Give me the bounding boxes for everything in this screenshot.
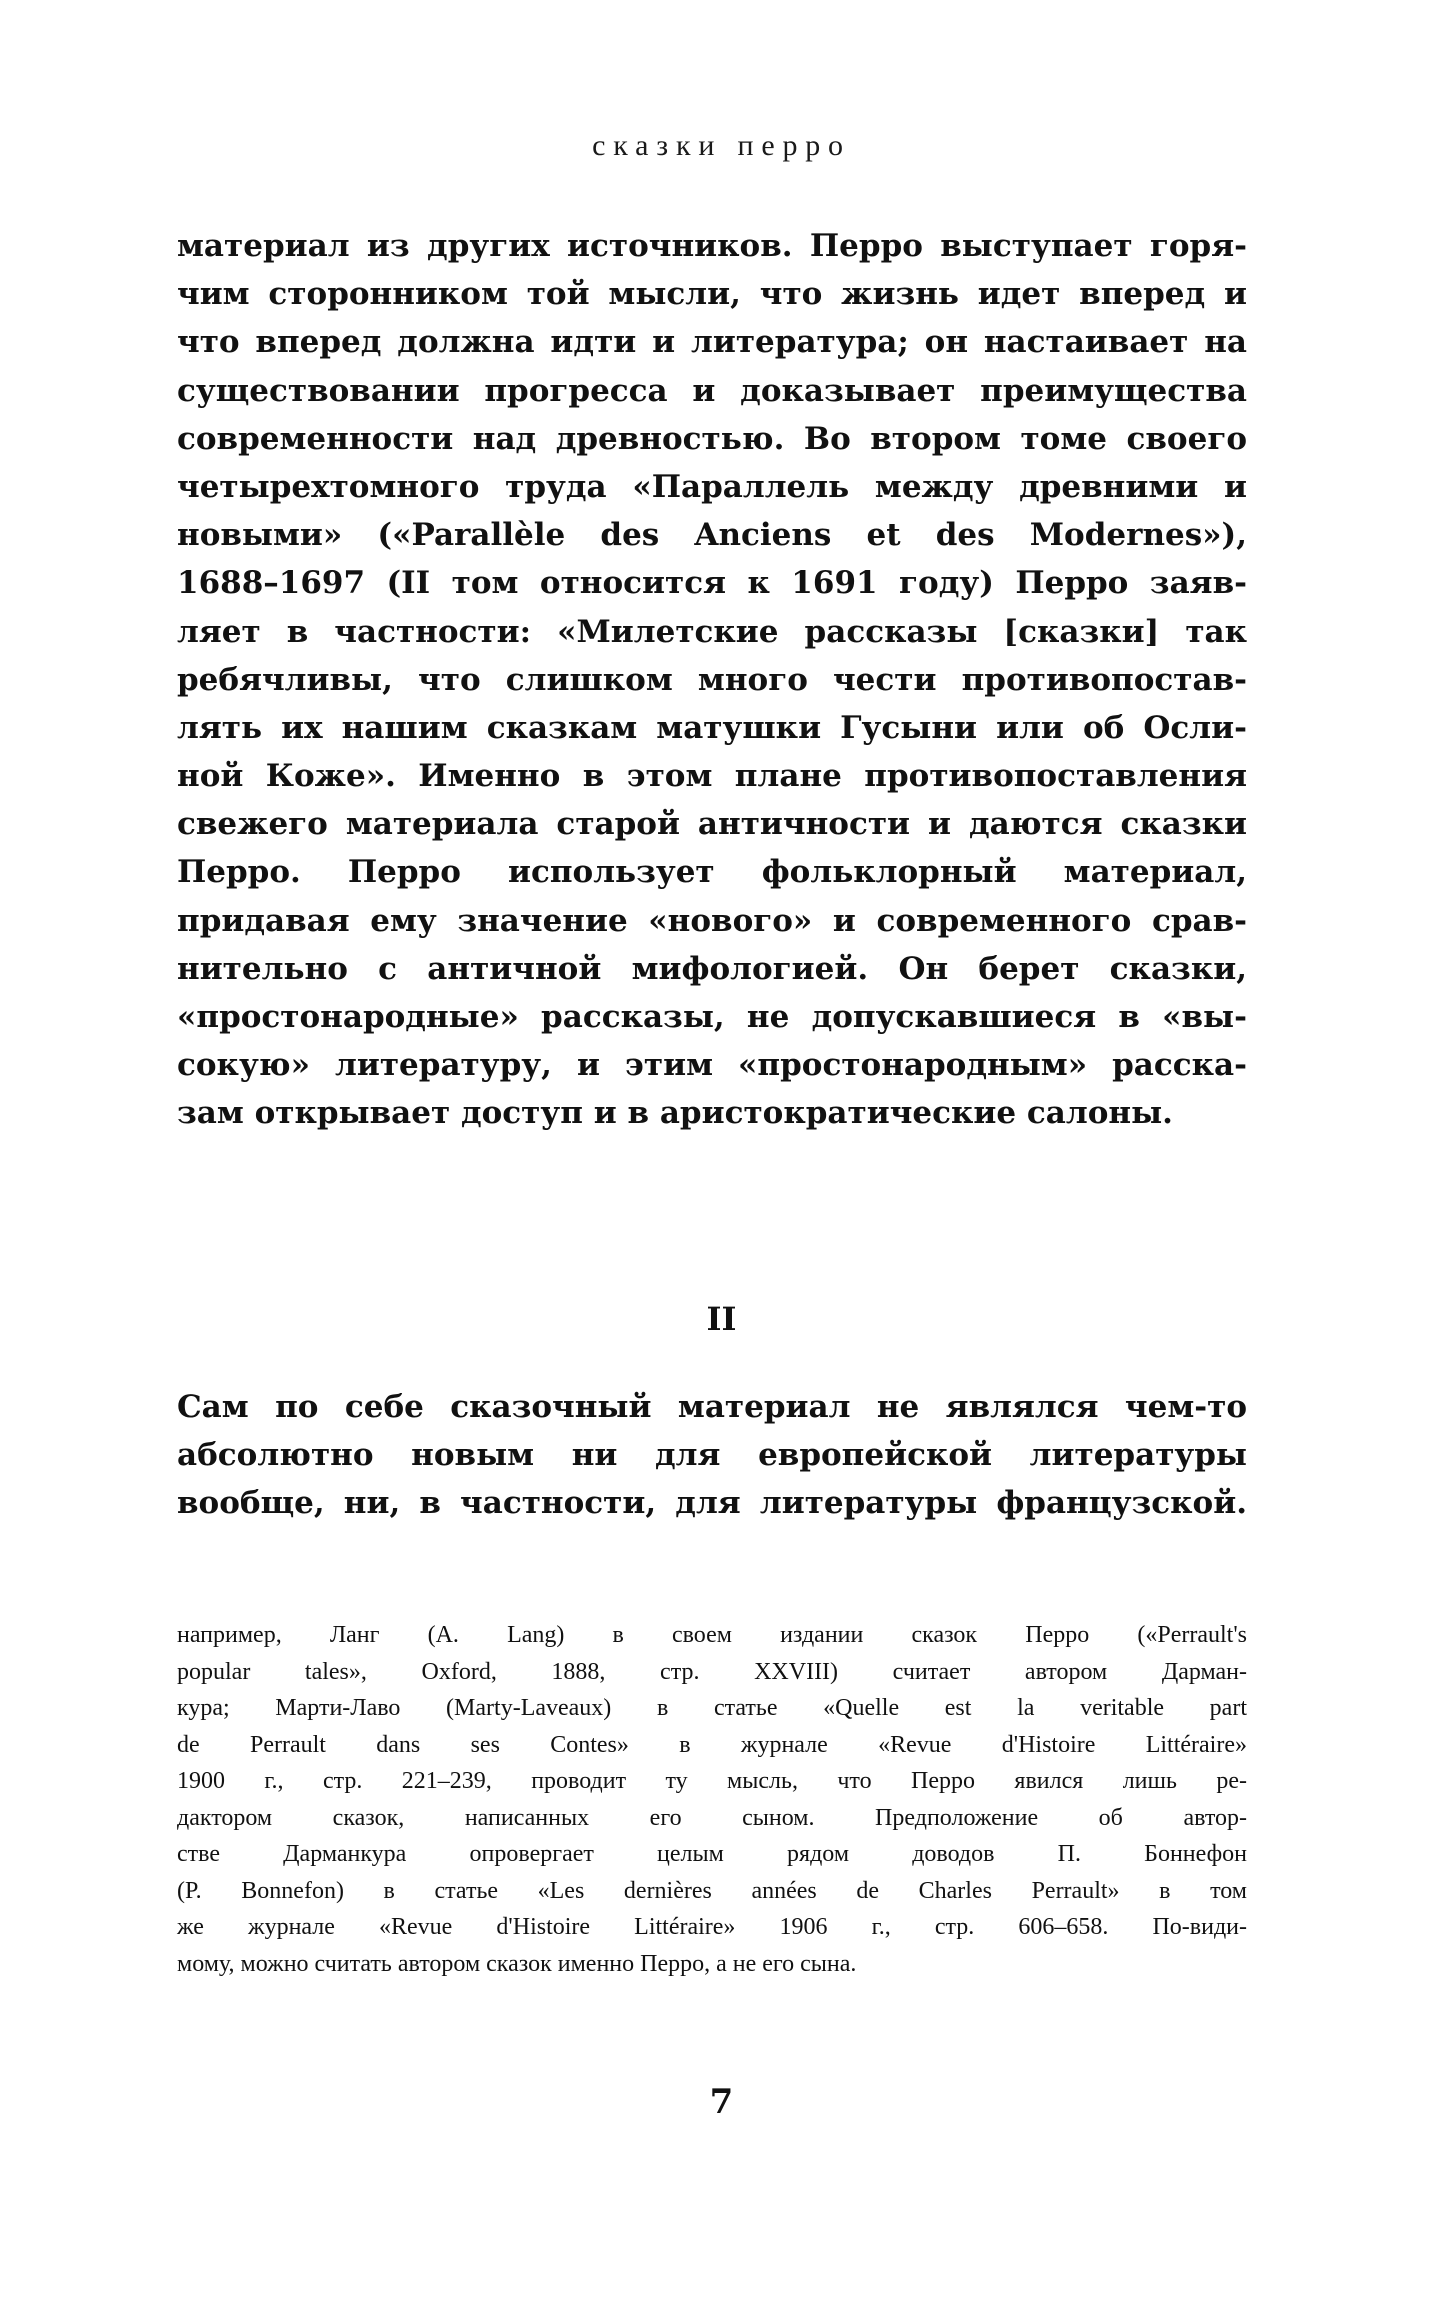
footnote-line: popular tales», Oxford, 1888, стр. XXVIII) считает автором Дарман- — [177, 1658, 1247, 1685]
text-line: Сам по себе сказочный материал не являлся чем-то — [177, 1389, 1247, 1425]
footnote-line: 1900 г., стр. 221–239, проводит ту мысль, что Перро явился лишь ре- — [177, 1768, 1247, 1794]
text-line: чим сторонником той мысли, что жизнь идет вперед и — [177, 276, 1247, 313]
text-line: придавая ему значение «нового» и современного срав- — [177, 902, 1247, 939]
footnote — [177, 1617, 1247, 1982]
text-line: Перро. Перро использует фольклорный материал, — [177, 854, 1247, 891]
text-line: существовании прогресса и доказывает преимущества — [177, 372, 1247, 409]
section-heading: II — [706, 1300, 737, 1338]
main-paragraph — [177, 222, 1247, 1138]
footnote-line: же журнале «Revue d'Histoire Littéraire» 1906 г., стр. 606–658. По-види- — [177, 1914, 1247, 1940]
text-line: зам открывает доступ и в аристократические салоны. — [177, 1095, 1173, 1132]
footnote-line: стве Дарманкура опровергает целым рядом доводов П. Боннефон — [177, 1841, 1247, 1867]
footnote-line: например, Ланг (A. Lang) в своем издании сказок Перро («Perrault's — [177, 1622, 1247, 1648]
text-line: 1688–1697 (II том относится к 1691 году) Перро заяв- — [177, 565, 1247, 602]
text-line: «простонародные» рассказы, не допускавшиеся в «вы- — [177, 999, 1247, 1035]
footnote-line: мому, можно считать автором сказок именно Перро, а не его сына. — [177, 1950, 857, 1977]
footnote-line: de Perrault dans ses Contes» в журнале «Revue d'Histoire Littéraire» — [177, 1731, 1247, 1758]
section-paragraph — [177, 1383, 1247, 1528]
text-line: что вперед должна идти и литература; он настаивает на — [177, 324, 1247, 361]
text-line: новыми» («Parallèle des Anciens et des Modernes»), — [177, 517, 1247, 554]
text-line: лять их нашим сказкам матушки Гусыни или об Осли- — [177, 709, 1247, 746]
text-line: абсолютно новым ни для европейской литературы — [177, 1437, 1247, 1474]
footnote-line: (P. Bonnefon) в статье «Les dernières années de Charles Perrault» в том — [177, 1877, 1247, 1904]
text-line: четырехтомного труда «Параллель между древними и — [177, 468, 1247, 505]
text-line: свежего материала старой античности и даются сказки — [177, 806, 1247, 843]
footnote-line: дактором сказок, написанных его сыном. Предположение об автор- — [177, 1804, 1247, 1831]
text-line: сокую» литературу, и этим «простонародным» расска- — [177, 1047, 1247, 1084]
text-line: современности над древностью. Во втором томе своего — [177, 420, 1247, 457]
text-line: материал из других источников. Перро выступает горя- — [177, 228, 1247, 264]
text-line: ребячливы, что слишком много чести противопостав- — [177, 661, 1247, 698]
text-line: вообще, ни, в частности, для литературы французской. — [177, 1485, 1247, 1522]
page-number: 7 — [709, 2082, 734, 2122]
text-line: ляет в частности: «Милетские рассказы [сказки] так — [177, 613, 1247, 650]
footnote-line: кура; Марти-Лаво (Marty-Laveaux) в статье «Quelle est la veritable part — [177, 1695, 1247, 1721]
running-head: сказки перро — [592, 129, 851, 162]
text-line: ной Коже». Именно в этом плане противопоставления — [177, 758, 1247, 795]
text-line: нительно с античной мифологией. Он берет сказки, — [177, 950, 1247, 987]
